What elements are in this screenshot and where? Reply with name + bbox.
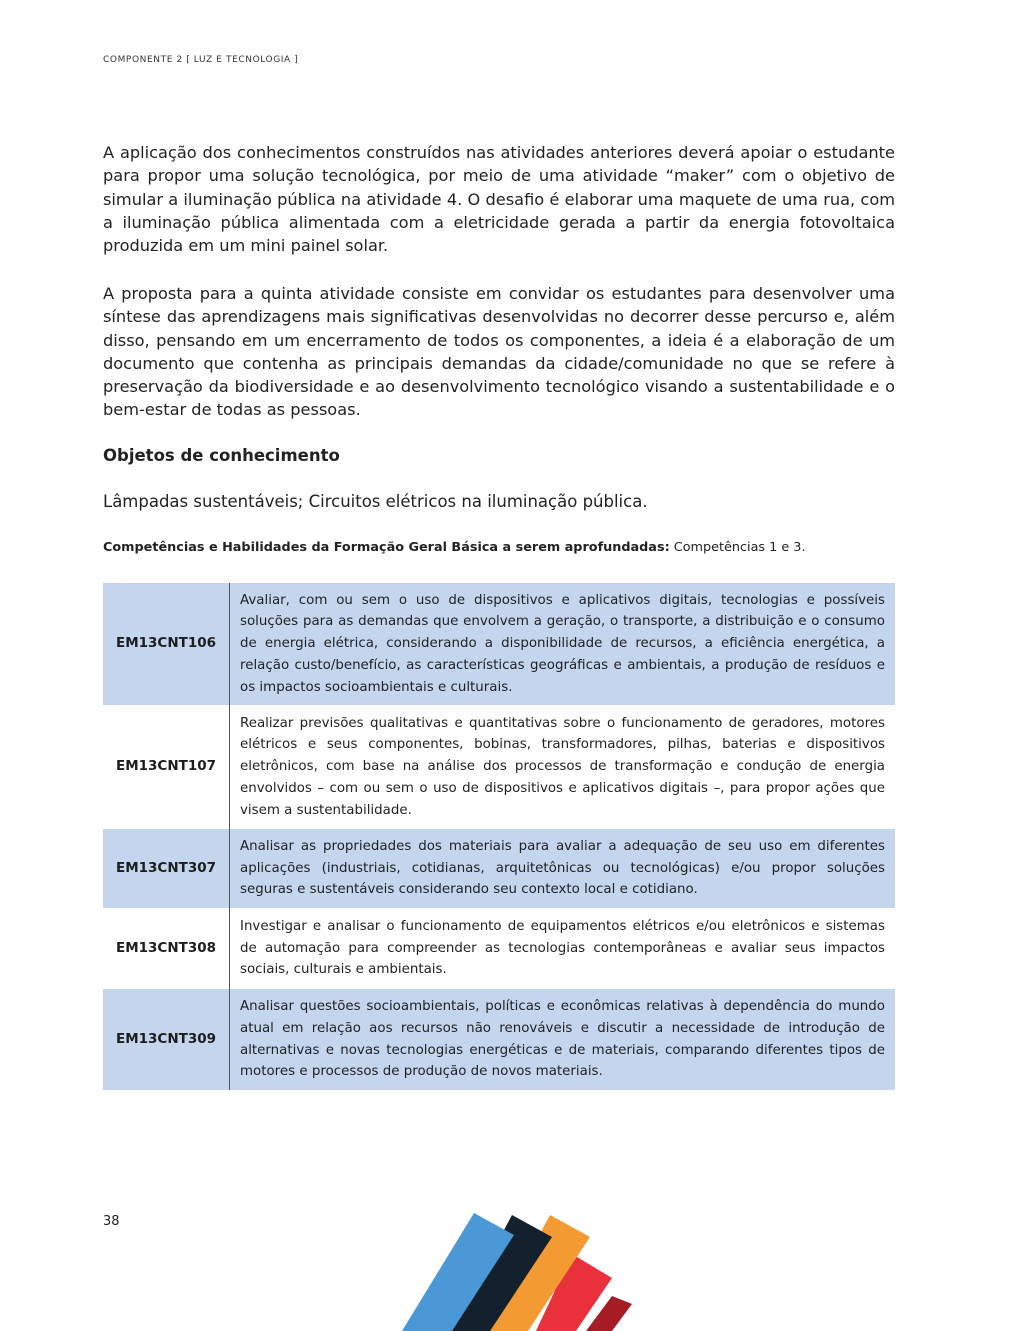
page-number: 38	[103, 1214, 120, 1229]
skill-description: Analisar questões socioambientais, políticas e econômicas relativas à dependência do mundo atual em relação aos recursos não renováveis e discutir a necessidade de introdução de alternativas e novas tecnologias energéticas e de materiais, comparando diferentes tipos de motores e processos de produção de novos materiais.	[230, 989, 896, 1091]
skill-description: Avaliar, com ou sem o uso de dispositivos e aplicativos digitais, tecnologias e possíveis soluções para as demandas que envolvem a geração, o transporte, a distribuição e o consumo de energia elétrica, considerando a disponibilidade de recursos, a eficiência energética, a relação custo/benefício, as características geográficas e ambientais, a produção de resíduos e os impactos socioambientais e culturais.	[230, 583, 896, 706]
skill-code: EM13CNT107	[103, 706, 230, 829]
skill-code: EM13CNT308	[103, 909, 230, 989]
knowledge-objects-text: Lâmpadas sustentáveis; Circuitos elétricos na iluminação pública.	[103, 492, 648, 511]
proposal-paragraph: A proposta para a quinta atividade consiste em convidar os estudantes para desenvolver uma síntese das aprendizagens mais significativas desenvolvidas no decorrer desse percurso e, além disso, pensando em um encerramento de todos os componentes, a ideia é a elaboração de um documento que contenha as principais demandas da cidade/comunidade no que se refere à preservação da biodiversidade e ao desenvolvimento tecnológico visando a sustentabilidade e o bem-estar de todas as pessoas.	[103, 284, 895, 420]
skill-description: Analisar as propriedades dos materiais para avaliar a adequação de seu uso em diferentes aplicações (industriais, cotidianas, arquitetônicas ou tecnológicas) e/ou propor soluções seguras e sustentáveis considerando seu contexto local e cotidiano.	[230, 829, 896, 909]
skill-code: EM13CNT307	[103, 829, 230, 909]
running-header: COMPONENTE 2 [ LUZ E TECNOLOGIA ]	[103, 55, 299, 65]
intro-paragraph: A aplicação dos conhecimentos construídos nas atividades anteriores deverá apoiar o estudante para propor uma solução tecnológica, por meio de uma atividade “maker” com o objetivo de simular a iluminação pública na atividade 4. O desafio é elaborar uma maquete de uma rua, com a iluminação pública alimentada com a eletricidade gerada a partir da energia fotovoltaica produzida em um mini painel solar.	[103, 143, 895, 256]
skill-code: EM13CNT309	[103, 989, 230, 1091]
competencias-value: Competências 1 e 3.	[673, 540, 806, 555]
competencias-label: Competências e Habilidades da Formação Geral Básica a serem aprofundadas:	[103, 540, 670, 555]
skill-code: EM13CNT106	[103, 583, 230, 706]
section-title: Objetos de conhecimento	[103, 446, 340, 465]
skill-description: Realizar previsões qualitativas e quantitativas sobre o funcionamento de geradores, motores elétricos e seus componentes, bobinas, transformadores, pilhas, baterias e dispositivos eletrônicos, com base na análise dos processos de transformação e condução de energia envolvidos – com ou sem o uso de dispositivos e aplicativos digitais –, para propor ações que visem a sustentabilidade.	[230, 706, 896, 829]
skill-description: Investigar e analisar o funcionamento de equipamentos elétricos e/ou eletrônicos e sistemas de automação para compreender as tecnologias contemporâneas e avaliar seus impactos sociais, culturais e ambientais.	[230, 909, 896, 989]
